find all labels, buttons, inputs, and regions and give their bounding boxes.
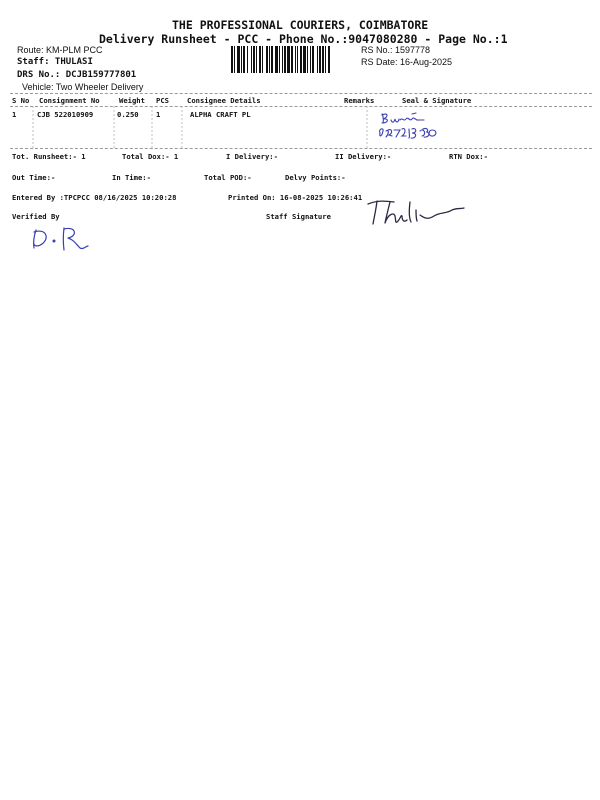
staff-signature-image bbox=[364, 196, 468, 228]
vehicle-label: Vehicle: Two Wheeler Delivery bbox=[22, 82, 144, 92]
i-delivery: I Delivery:- bbox=[226, 152, 278, 161]
col-header-remarks: Remarks bbox=[344, 96, 375, 105]
delvy-points: Delvy Points:- bbox=[285, 173, 346, 182]
tot-runsheet: Tot. Runsheet:- 1 bbox=[12, 152, 86, 161]
table-bottom-rule bbox=[10, 148, 592, 149]
verified-initials-image bbox=[28, 222, 92, 256]
ii-delivery: II Delivery:- bbox=[335, 152, 392, 161]
barcode-image bbox=[231, 46, 357, 73]
col-header-pcs: PCS bbox=[156, 96, 169, 105]
col-header-seal: Seal & Signature bbox=[402, 96, 472, 105]
verified-by-label: Verified By bbox=[12, 212, 60, 221]
col-header-weight: Weight bbox=[119, 96, 145, 105]
in-time: In Time:- bbox=[112, 173, 151, 182]
total-pod: Total POD:- bbox=[204, 173, 252, 182]
cell-consignment: CJB 522010909 bbox=[37, 110, 94, 119]
col-header-consignment: Consignment No bbox=[39, 96, 100, 105]
rs-number: RS No.: 1597778 bbox=[361, 45, 431, 55]
runsheet-subtitle: Delivery Runsheet - PCC - Phone No.:9047080280 - Page No.:1 bbox=[99, 32, 508, 46]
entered-by: Entered By :TPCPCC 08/16/2025 10:20:28 bbox=[12, 193, 177, 202]
company-title: THE PROFESSIONAL COURIERS, COIMBATORE bbox=[172, 18, 429, 32]
col-header-consignee: Consignee Details bbox=[187, 96, 261, 105]
cell-weight: 0.250 bbox=[117, 110, 139, 119]
total-dox: Total Dox:- 1 bbox=[122, 152, 179, 161]
route-label: Route: KM-PLM PCC bbox=[17, 45, 103, 55]
staff-signature-label: Staff Signature bbox=[266, 212, 331, 221]
cell-sno: 1 bbox=[12, 110, 17, 119]
cell-pcs: 1 bbox=[156, 110, 161, 119]
col-header-sno: S No bbox=[12, 96, 30, 105]
table-top-rule bbox=[10, 93, 592, 94]
out-time: Out Time:- bbox=[12, 173, 56, 182]
staff-label: Staff: THULASI bbox=[17, 57, 93, 67]
rtn-dox: RTN Dox:- bbox=[449, 152, 488, 161]
drs-number: DRS No.: DCJB159777801 bbox=[17, 70, 137, 80]
cell-consignee: ALPHA CRAFT PL bbox=[190, 110, 251, 119]
printed-on: Printed On: 16-08-2025 10:26:41 bbox=[228, 193, 363, 202]
receiver-signature-image bbox=[376, 109, 466, 141]
rs-date: RS Date: 16-Aug-2025 bbox=[361, 57, 453, 67]
table-column-dividers bbox=[0, 104, 600, 154]
